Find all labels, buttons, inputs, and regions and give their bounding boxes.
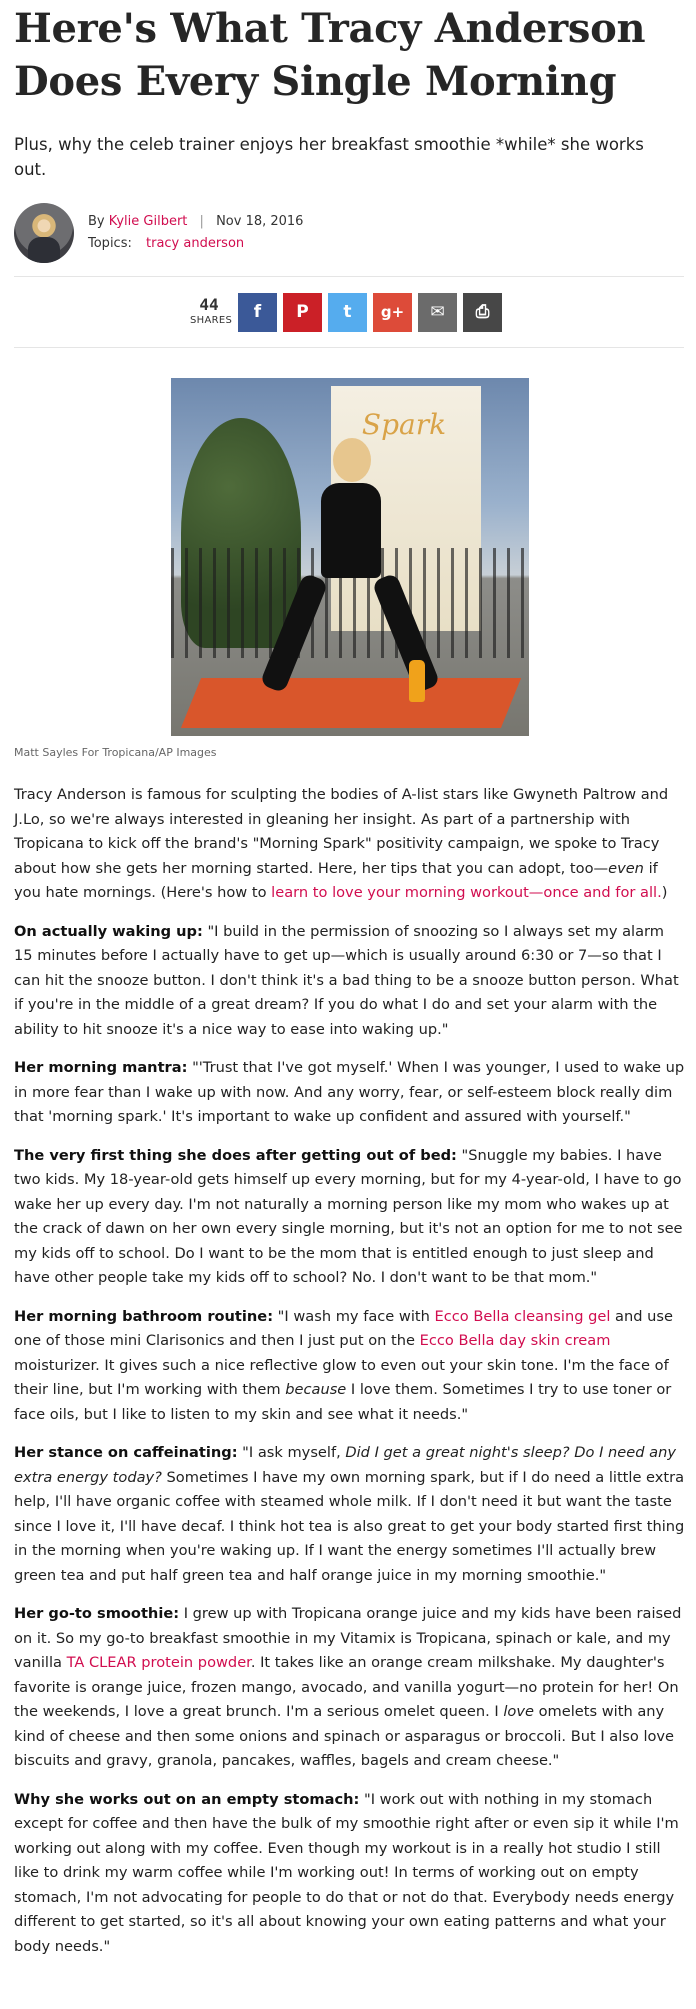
article-headline: Here's What Tracy Anderson Does Every Single Morning bbox=[14, 5, 646, 105]
divider bbox=[14, 347, 684, 348]
paragraph-label: On actually waking up: bbox=[14, 922, 203, 940]
article-body bbox=[14, 783, 684, 1959]
paragraph-label: Her go-to smoothie: bbox=[14, 1605, 180, 1622]
paragraph-text: . It takes like an orange cream milkshake. My daughter's favorite is orange juice, frozen mango, avocado, and vanilla yogurt—no protein for her! On the weekends, I love a great brunch. I'm a serious omelet queen. I bbox=[14, 1654, 679, 1720]
paragraph-text: "'Trust that I've got myself.' When I was younger, I used to wake up in more fear than I wake up with now. And any worry, fear, or self-esteem block really dim that 'morning spark.' It's important to wake up confident and assured with yourself." bbox=[14, 1059, 685, 1125]
emphasis-text: Did I get a great night's sleep? Do I need any extra energy today? bbox=[14, 1444, 676, 1486]
paragraph-text: "I work out with nothing in my stomach except for coffee and then have the bulk of my smoothie right after or even sip it while I'm working out along with my coffee. Even though my workout is in a really hot studio I still like to drink my warm coffee while I'm working out! In terms of working out on empty stomach, I'm not advocating for people to do that or not do that. Everybody needs energy different to get started, so it's all about knowing your own eating patterns and what your body needs." bbox=[14, 1790, 679, 1955]
paragraph-text: I grew up with Tropicana orange juice and my kids have been raised on it. So my go-to breakfast smoothie in my Vitamix is Tropicana, spinach or kale, and my vanilla bbox=[14, 1605, 682, 1671]
twitter-share-button[interactable] bbox=[328, 293, 367, 332]
article-figure bbox=[14, 378, 684, 761]
protein-powder-link[interactable]: TA CLEAR protein powder bbox=[66, 1654, 251, 1671]
emphasis-text: because bbox=[285, 1381, 347, 1398]
cleansing-gel-link[interactable]: Ecco Bella cleansing gel bbox=[434, 1307, 611, 1325]
photo-yoga-mat bbox=[181, 678, 521, 728]
author-avatar[interactable] bbox=[14, 203, 74, 263]
paragraph-text: Tracy Anderson is famous for sculpting the bodies of A-list stars like Gwyneth Paltrow and J.Lo, so we're always interested in gleaning her insight. As part of a partnership with Tropicana to kick off the brand's "Morning Spark" positivity campaign, we spoke to Tracy about how she gets her morning started. Here, her tips that you can adopt, too— bbox=[14, 786, 669, 877]
paragraph-caffeinating bbox=[14, 1441, 686, 1588]
topics-label: Topics: bbox=[88, 236, 132, 251]
photo-torso bbox=[321, 483, 381, 578]
photo-head bbox=[333, 438, 371, 482]
paragraph-mantra bbox=[14, 1056, 686, 1130]
facebook-icon: f bbox=[253, 302, 262, 322]
share-bar bbox=[14, 277, 684, 347]
paragraph-label: Her morning bathroom routine: bbox=[14, 1307, 274, 1325]
author-link[interactable]: Kylie Gilbert bbox=[108, 214, 188, 229]
paragraph-text: if you hate mornings. (Here's how to bbox=[14, 859, 658, 901]
byline bbox=[14, 202, 684, 264]
photo-juice-bottle bbox=[409, 660, 425, 702]
paragraph-text: "I build in the permission of snoozing so I always set my alarm 15 minutes before I actually have to get up—which is usually around 6:30 or 7—so that I can hit the snooze button. I don't think it's a bad thing to be a snooze button person. What if you're in the middle of a great dream? If you do what I do and set your alarm with the ability to hit snooze it's a nice way to ease into waking up." bbox=[14, 922, 679, 1038]
share-count-label: SHARES bbox=[190, 315, 233, 326]
twitter-icon: t bbox=[343, 302, 352, 322]
article-photo bbox=[171, 378, 529, 736]
paragraph-smoothie bbox=[14, 1602, 686, 1774]
paragraph-text: "I wash my face with bbox=[273, 1307, 435, 1325]
paragraph-intro bbox=[14, 783, 686, 906]
paragraph-text: Sometimes I have my own morning spark, but if I do need a little extra help, I'll have organic coffee with steamed whole milk. If I don't need it but want the taste since I love it, I'll have decaf. I think hot tea is also great to get your body started first thing in the morning when you're waking up. If I want the energy sometimes I'll actually brew green tea and put half green tea and half orange juice in my morning smoothie." bbox=[14, 1468, 685, 1584]
photo-caption: Matt Sayles For Tropicana/AP Images bbox=[14, 746, 217, 759]
print-icon: ⎙ bbox=[475, 302, 490, 322]
paragraph-text: "Snuggle my babies. I have two kids. My 18-year-old gets himself up every morning, but for my 4-year-old, I have to go wake her up every day. I'm not naturally a morning person like my mom who wakes up at the crack of dawn on her own every single morning, but it's not an option for me to not see my kids off to school. Do I want to be the mom that is entitled enough to just sleep and have other people take my kids off to school? No. I don't want to be that mom." bbox=[14, 1146, 683, 1286]
paragraph-label: Her morning mantra: bbox=[14, 1059, 188, 1076]
paragraph-text: moisturizer. It gives such a nice reflective glow to even out your skin tone. I'm the face of their line, but I'm working with them bbox=[14, 1356, 669, 1398]
paragraph-empty-stomach bbox=[14, 1788, 686, 1960]
paragraph-text: "I ask myself, bbox=[237, 1444, 346, 1461]
morning-workout-link[interactable]: learn to love your morning workout—once and for all. bbox=[271, 884, 662, 901]
paragraph-bathroom bbox=[14, 1305, 686, 1428]
share-count bbox=[190, 295, 233, 328]
paragraph-first-thing bbox=[14, 1144, 686, 1291]
share-count-number: 44 bbox=[199, 295, 219, 314]
facebook-share-button[interactable] bbox=[238, 293, 277, 332]
pinterest-icon: P bbox=[296, 302, 309, 322]
paragraph-text: and use one of those mini Clarisonics and then I just put on the bbox=[14, 1307, 673, 1349]
paragraph-text: ) bbox=[661, 884, 668, 901]
paragraph-label: Why she works out on an empty stomach: bbox=[14, 1790, 360, 1808]
byline-by: By bbox=[88, 214, 105, 229]
email-share-button[interactable] bbox=[418, 293, 457, 332]
google-plus-share-button[interactable] bbox=[373, 293, 412, 332]
publish-date: Nov 18, 2016 bbox=[216, 214, 304, 229]
email-icon: ✉ bbox=[430, 302, 445, 322]
emphasis-text: even bbox=[608, 859, 644, 877]
paragraph-waking-up bbox=[14, 920, 686, 1043]
photo-banner-text: Spark bbox=[361, 408, 447, 441]
emphasis-text: love bbox=[503, 1703, 534, 1720]
print-button[interactable] bbox=[463, 293, 502, 332]
topic-link[interactable]: tracy anderson bbox=[146, 236, 245, 251]
byline-separator: | bbox=[199, 214, 204, 229]
paragraph-text: I love them. Sometimes I try to use toner or face oils, but I like to listen to my skin and see what it needs." bbox=[14, 1381, 672, 1423]
paragraph-label: The very first thing she does after getting out of bed: bbox=[14, 1146, 457, 1164]
paragraph-text: omelets with any kind of cheese and then some onions and spinach or asparagus or broccoli. But I also love biscuits and gravy, granola, pancakes, waffles, bagels and cream cheese." bbox=[14, 1703, 675, 1769]
byline-text bbox=[88, 211, 303, 255]
day-cream-link[interactable]: Ecco Bella day skin cream bbox=[419, 1332, 611, 1349]
paragraph-label: Her stance on caffeinating: bbox=[14, 1444, 238, 1461]
pinterest-share-button[interactable] bbox=[283, 293, 322, 332]
article-dek: Plus, why the celeb trainer enjoys her breakfast smoothie *while* she works out. bbox=[14, 135, 644, 179]
google-plus-icon: g+ bbox=[380, 303, 405, 321]
